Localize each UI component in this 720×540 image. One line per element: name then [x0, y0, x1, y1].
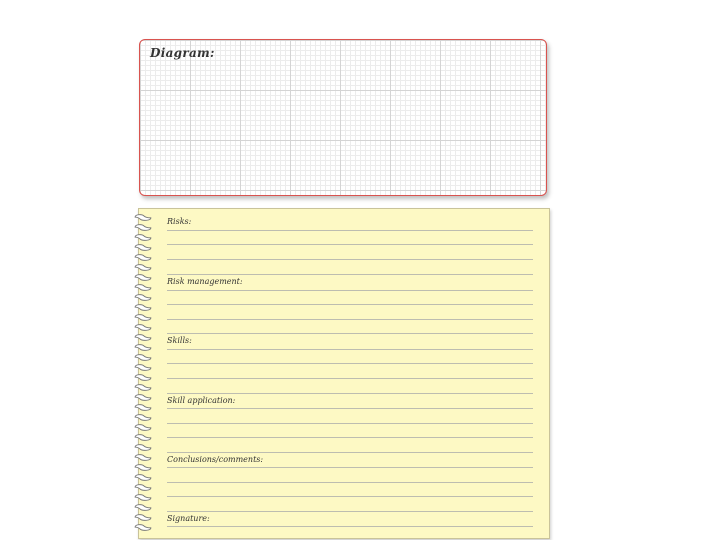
risk-management-line-1 — [167, 290, 533, 291]
spiral-ring — [133, 483, 153, 492]
spiral-ring — [133, 373, 153, 382]
skills-label: Skills: — [167, 336, 192, 345]
spiral-ring — [133, 403, 153, 412]
risks-label: Risks: — [167, 217, 192, 226]
conclusions-line-3 — [167, 496, 533, 497]
risks-line-1 — [167, 230, 533, 231]
conclusions-line-4 — [167, 511, 533, 512]
spiral-ring — [133, 383, 153, 392]
spiral-ring — [133, 363, 153, 372]
spiral-ring — [133, 423, 153, 432]
skill-application-line-3 — [167, 437, 533, 438]
risks-line-2 — [167, 244, 533, 245]
signature-label: Signature: — [167, 514, 210, 523]
spiral-ring — [133, 493, 153, 502]
conclusions-label: Conclusions/comments: — [167, 455, 264, 464]
spiral-binding — [133, 213, 159, 535]
spiral-ring — [133, 283, 153, 292]
skills-line-3 — [167, 378, 533, 379]
risk-management-line-4 — [167, 333, 533, 334]
spiral-ring — [133, 463, 153, 472]
risk-management-line-3 — [167, 319, 533, 320]
signature-line — [167, 526, 533, 527]
skill-application-line-2 — [167, 423, 533, 424]
spiral-ring — [133, 233, 153, 242]
spiral-ring — [133, 353, 153, 362]
diagram-title: Diagram: — [150, 46, 215, 60]
spiral-ring — [133, 393, 153, 402]
spiral-ring — [133, 413, 153, 422]
spiral-ring — [133, 503, 153, 512]
risk-management-line-2 — [167, 304, 533, 305]
lined-notepad — [138, 208, 550, 539]
risk-management-label: Risk management: — [167, 277, 243, 286]
skills-line-4 — [167, 393, 533, 394]
spiral-ring — [133, 313, 153, 322]
spiral-ring — [133, 343, 153, 352]
risks-line-4 — [167, 274, 533, 275]
spiral-ring — [133, 523, 153, 532]
spiral-ring — [133, 333, 153, 342]
skills-line-2 — [167, 363, 533, 364]
spiral-ring — [133, 223, 153, 232]
spiral-ring — [133, 513, 153, 522]
risks-line-3 — [167, 259, 533, 260]
spiral-ring — [133, 213, 153, 222]
spiral-ring — [133, 273, 153, 282]
spiral-ring — [133, 433, 153, 442]
spiral-ring — [133, 443, 153, 452]
skill-application-label: Skill application: — [167, 396, 236, 405]
spiral-ring — [133, 473, 153, 482]
conclusions-line-2 — [167, 482, 533, 483]
spiral-ring — [133, 303, 153, 312]
spiral-ring — [133, 293, 153, 302]
skills-line-1 — [167, 349, 533, 350]
conclusions-line-1 — [167, 467, 533, 468]
spiral-ring — [133, 263, 153, 272]
spiral-ring — [133, 453, 153, 462]
diagram-card — [139, 39, 547, 196]
spiral-ring — [133, 253, 153, 262]
skill-application-line-4 — [167, 452, 533, 453]
spiral-ring — [133, 243, 153, 252]
spiral-ring — [133, 323, 153, 332]
skill-application-line-1 — [167, 408, 533, 409]
